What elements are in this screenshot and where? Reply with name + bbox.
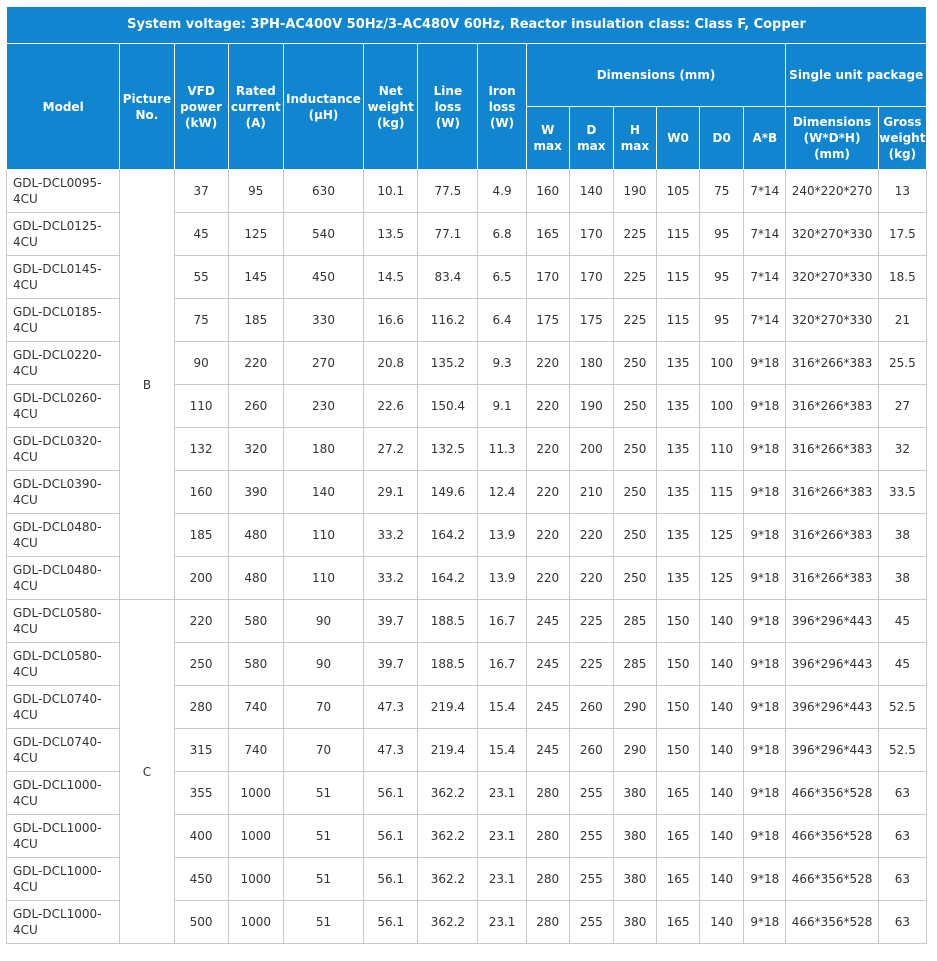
rated-current-cell: 185 [228,299,283,342]
a-b-cell: 9*18 [744,901,786,944]
gross-weight-cell: 38 [878,514,926,557]
model-cell: GDL-DCL1000- 4CU [7,858,120,901]
w0-cell: 135 [657,557,700,600]
h-max-cell: 225 [613,213,656,256]
gross-weight-cell: 45 [878,643,926,686]
iron-loss-cell: 23.1 [478,772,526,815]
iron-loss-cell: 4.9 [478,170,526,213]
model-cell: GDL-DCL0480- 4CU [7,514,120,557]
vfd-power-cell: 400 [174,815,228,858]
h-max-cell: 250 [613,471,656,514]
d-max-cell: 255 [569,858,613,901]
rated-current-cell: 1000 [228,815,283,858]
inductance-cell: 630 [283,170,363,213]
w-max-cell: 220 [526,557,569,600]
w-max-cell: 280 [526,772,569,815]
a-b-cell: 9*18 [744,686,786,729]
inductance-cell: 110 [283,514,363,557]
table-body [7,170,927,944]
package-dimensions-cell: 466*356*528 [786,772,878,815]
h-max-cell: 285 [613,600,656,643]
line-loss-cell: 362.2 [418,815,478,858]
net-weight-cell: 56.1 [364,901,418,944]
package-dimensions-cell: 466*356*528 [786,858,878,901]
iron-loss-cell: 23.1 [478,815,526,858]
a-b-cell: 7*14 [744,170,786,213]
net-weight-cell: 16.6 [364,299,418,342]
package-dimensions-cell: 396*296*443 [786,600,878,643]
header-gross-weight: Gross weight (kg) [878,107,926,170]
net-weight-cell: 22.6 [364,385,418,428]
inductance-cell: 70 [283,729,363,772]
header-package-dimensions: Dimensions (W*D*H) (mm) [786,107,878,170]
net-weight-cell: 27.2 [364,428,418,471]
package-dimensions-cell: 320*270*330 [786,256,878,299]
inductance-cell: 540 [283,213,363,256]
header-inductance: Inductance (μH) [283,44,363,170]
d-max-cell: 220 [569,514,613,557]
model-cell: GDL-DCL0125- 4CU [7,213,120,256]
inductance-cell: 90 [283,600,363,643]
vfd-power-cell: 280 [174,686,228,729]
w0-cell: 135 [657,471,700,514]
rated-current-cell: 1000 [228,772,283,815]
header-h-max: H max [613,107,656,170]
header-vfd-power: VFD power (kW) [174,44,228,170]
a-b-cell: 9*18 [744,514,786,557]
iron-loss-cell: 13.9 [478,514,526,557]
net-weight-cell: 39.7 [364,600,418,643]
rated-current-cell: 95 [228,170,283,213]
d0-cell: 140 [700,901,744,944]
iron-loss-cell: 6.4 [478,299,526,342]
gross-weight-cell: 45 [878,600,926,643]
w0-cell: 135 [657,428,700,471]
rated-current-cell: 145 [228,256,283,299]
w-max-cell: 245 [526,729,569,772]
model-cell: GDL-DCL0740- 4CU [7,729,120,772]
net-weight-cell: 39.7 [364,643,418,686]
vfd-power-cell: 55 [174,256,228,299]
model-cell: GDL-DCL1000- 4CU [7,772,120,815]
inductance-cell: 140 [283,471,363,514]
a-b-cell: 9*18 [744,385,786,428]
d0-cell: 95 [700,299,744,342]
w0-cell: 115 [657,213,700,256]
package-dimensions-cell: 316*266*383 [786,428,878,471]
line-loss-cell: 135.2 [418,342,478,385]
h-max-cell: 225 [613,299,656,342]
d-max-cell: 220 [569,557,613,600]
d0-cell: 95 [700,256,744,299]
a-b-cell: 9*18 [744,342,786,385]
vfd-power-cell: 315 [174,729,228,772]
gross-weight-cell: 13 [878,170,926,213]
a-b-cell: 9*18 [744,471,786,514]
w0-cell: 150 [657,643,700,686]
h-max-cell: 380 [613,772,656,815]
inductance-cell: 51 [283,901,363,944]
a-b-cell: 7*14 [744,213,786,256]
w0-cell: 150 [657,686,700,729]
vfd-power-cell: 45 [174,213,228,256]
w-max-cell: 280 [526,901,569,944]
d0-cell: 140 [700,858,744,901]
header-single-unit-package: Single unit package [786,44,927,107]
vfd-power-cell: 355 [174,772,228,815]
w0-cell: 165 [657,815,700,858]
h-max-cell: 285 [613,643,656,686]
d0-cell: 140 [700,815,744,858]
gross-weight-cell: 21 [878,299,926,342]
w-max-cell: 245 [526,643,569,686]
package-dimensions-cell: 396*296*443 [786,686,878,729]
net-weight-cell: 20.8 [364,342,418,385]
d0-cell: 95 [700,213,744,256]
w-max-cell: 220 [526,471,569,514]
header-rated-current: Rated current (A) [228,44,283,170]
package-dimensions-cell: 316*266*383 [786,342,878,385]
d-max-cell: 255 [569,901,613,944]
d0-cell: 125 [700,514,744,557]
d-max-cell: 190 [569,385,613,428]
header-line-loss: Line loss (W) [418,44,478,170]
line-loss-cell: 219.4 [418,686,478,729]
d-max-cell: 170 [569,213,613,256]
d-max-cell: 255 [569,815,613,858]
a-b-cell: 9*18 [744,815,786,858]
line-loss-cell: 164.2 [418,514,478,557]
package-dimensions-cell: 316*266*383 [786,557,878,600]
vfd-power-cell: 220 [174,600,228,643]
a-b-cell: 9*18 [744,772,786,815]
iron-loss-cell: 16.7 [478,600,526,643]
w-max-cell: 160 [526,170,569,213]
w0-cell: 165 [657,858,700,901]
iron-loss-cell: 9.3 [478,342,526,385]
h-max-cell: 250 [613,514,656,557]
iron-loss-cell: 9.1 [478,385,526,428]
d0-cell: 140 [700,600,744,643]
h-max-cell: 290 [613,686,656,729]
w-max-cell: 220 [526,342,569,385]
package-dimensions-cell: 316*266*383 [786,514,878,557]
w-max-cell: 220 [526,385,569,428]
w0-cell: 105 [657,170,700,213]
rated-current-cell: 390 [228,471,283,514]
w-max-cell: 245 [526,600,569,643]
net-weight-cell: 47.3 [364,729,418,772]
package-dimensions-cell: 396*296*443 [786,643,878,686]
d-max-cell: 210 [569,471,613,514]
model-cell: GDL-DCL0145- 4CU [7,256,120,299]
d0-cell: 125 [700,557,744,600]
d0-cell: 140 [700,643,744,686]
inductance-cell: 270 [283,342,363,385]
reactor-spec-table-container [6,6,927,944]
rated-current-cell: 480 [228,514,283,557]
w-max-cell: 165 [526,213,569,256]
w0-cell: 115 [657,299,700,342]
gross-weight-cell: 38 [878,557,926,600]
gross-weight-cell: 32 [878,428,926,471]
header-model: Model [7,44,120,170]
gross-weight-cell: 17.5 [878,213,926,256]
line-loss-cell: 83.4 [418,256,478,299]
vfd-power-cell: 37 [174,170,228,213]
package-dimensions-cell: 320*270*330 [786,299,878,342]
package-dimensions-cell: 396*296*443 [786,729,878,772]
inductance-cell: 230 [283,385,363,428]
gross-weight-cell: 63 [878,858,926,901]
inductance-cell: 51 [283,772,363,815]
w0-cell: 165 [657,901,700,944]
table-row [7,170,927,213]
reactor-spec-table [6,6,927,944]
vfd-power-cell: 110 [174,385,228,428]
a-b-cell: 9*18 [744,428,786,471]
picture-no-cell: C [120,600,174,944]
vfd-power-cell: 450 [174,858,228,901]
w0-cell: 115 [657,256,700,299]
net-weight-cell: 56.1 [364,815,418,858]
rated-current-cell: 480 [228,557,283,600]
d-max-cell: 200 [569,428,613,471]
gross-weight-cell: 52.5 [878,729,926,772]
w-max-cell: 220 [526,514,569,557]
rated-current-cell: 580 [228,600,283,643]
gross-weight-cell: 63 [878,815,926,858]
vfd-power-cell: 185 [174,514,228,557]
inductance-cell: 70 [283,686,363,729]
h-max-cell: 250 [613,428,656,471]
d-max-cell: 255 [569,772,613,815]
vfd-power-cell: 200 [174,557,228,600]
model-cell: GDL-DCL0580- 4CU [7,600,120,643]
inductance-cell: 110 [283,557,363,600]
vfd-power-cell: 90 [174,342,228,385]
package-dimensions-cell: 316*266*383 [786,385,878,428]
iron-loss-cell: 23.1 [478,901,526,944]
header-dimensions: Dimensions (mm) [526,44,786,107]
net-weight-cell: 33.2 [364,557,418,600]
gross-weight-cell: 33.5 [878,471,926,514]
iron-loss-cell: 16.7 [478,643,526,686]
line-loss-cell: 362.2 [418,772,478,815]
inductance-cell: 51 [283,815,363,858]
model-cell: GDL-DCL0320- 4CU [7,428,120,471]
iron-loss-cell: 23.1 [478,858,526,901]
gross-weight-cell: 63 [878,901,926,944]
model-cell: GDL-DCL1000- 4CU [7,901,120,944]
d0-cell: 140 [700,729,744,772]
h-max-cell: 190 [613,170,656,213]
inductance-cell: 180 [283,428,363,471]
d-max-cell: 170 [569,256,613,299]
gross-weight-cell: 63 [878,772,926,815]
header-w-max: W max [526,107,569,170]
h-max-cell: 290 [613,729,656,772]
model-cell: GDL-DCL0220- 4CU [7,342,120,385]
w-max-cell: 280 [526,815,569,858]
d0-cell: 75 [700,170,744,213]
vfd-power-cell: 500 [174,901,228,944]
gross-weight-cell: 18.5 [878,256,926,299]
line-loss-cell: 188.5 [418,600,478,643]
table-row [7,600,927,643]
line-loss-cell: 150.4 [418,385,478,428]
w0-cell: 135 [657,342,700,385]
header-w0: W0 [657,107,700,170]
d0-cell: 115 [700,471,744,514]
w-max-cell: 170 [526,256,569,299]
model-cell: GDL-DCL0095- 4CU [7,170,120,213]
h-max-cell: 380 [613,901,656,944]
header-iron-loss: Iron loss (W) [478,44,526,170]
model-cell: GDL-DCL0185- 4CU [7,299,120,342]
line-loss-cell: 362.2 [418,858,478,901]
header-d0: D0 [700,107,744,170]
inductance-cell: 90 [283,643,363,686]
package-dimensions-cell: 466*356*528 [786,901,878,944]
rated-current-cell: 320 [228,428,283,471]
rated-current-cell: 260 [228,385,283,428]
line-loss-cell: 188.5 [418,643,478,686]
model-cell: GDL-DCL0390- 4CU [7,471,120,514]
header-d-max: D max [569,107,613,170]
iron-loss-cell: 12.4 [478,471,526,514]
picture-no-cell: B [120,170,174,600]
vfd-power-cell: 75 [174,299,228,342]
d0-cell: 140 [700,686,744,729]
h-max-cell: 380 [613,815,656,858]
vfd-power-cell: 132 [174,428,228,471]
w-max-cell: 280 [526,858,569,901]
package-dimensions-cell: 320*270*330 [786,213,878,256]
w0-cell: 135 [657,514,700,557]
model-cell: GDL-DCL0260- 4CU [7,385,120,428]
header-net-weight: Net weight (kg) [364,44,418,170]
rated-current-cell: 220 [228,342,283,385]
w0-cell: 150 [657,729,700,772]
a-b-cell: 9*18 [744,557,786,600]
d-max-cell: 140 [569,170,613,213]
w-max-cell: 175 [526,299,569,342]
line-loss-cell: 132.5 [418,428,478,471]
d-max-cell: 180 [569,342,613,385]
d-max-cell: 175 [569,299,613,342]
line-loss-cell: 149.6 [418,471,478,514]
rated-current-cell: 1000 [228,901,283,944]
a-b-cell: 7*14 [744,299,786,342]
gross-weight-cell: 27 [878,385,926,428]
rated-current-cell: 740 [228,729,283,772]
inductance-cell: 51 [283,858,363,901]
header-picture-no: Picture No. [120,44,174,170]
d0-cell: 140 [700,772,744,815]
gross-weight-cell: 25.5 [878,342,926,385]
line-loss-cell: 219.4 [418,729,478,772]
line-loss-cell: 164.2 [418,557,478,600]
package-dimensions-cell: 316*266*383 [786,471,878,514]
net-weight-cell: 56.1 [364,858,418,901]
net-weight-cell: 29.1 [364,471,418,514]
rated-current-cell: 1000 [228,858,283,901]
a-b-cell: 7*14 [744,256,786,299]
a-b-cell: 9*18 [744,600,786,643]
header-a-b: A*B [744,107,786,170]
vfd-power-cell: 250 [174,643,228,686]
inductance-cell: 450 [283,256,363,299]
d-max-cell: 225 [569,643,613,686]
d0-cell: 100 [700,342,744,385]
h-max-cell: 225 [613,256,656,299]
system-voltage-caption: System voltage: 3PH-AC400V 50Hz/3-AC480V 60Hz, Reactor insulation class: Class F, Copper [7,7,927,44]
line-loss-cell: 116.2 [418,299,478,342]
net-weight-cell: 33.2 [364,514,418,557]
rated-current-cell: 125 [228,213,283,256]
d0-cell: 110 [700,428,744,471]
line-loss-cell: 77.1 [418,213,478,256]
net-weight-cell: 13.5 [364,213,418,256]
d-max-cell: 225 [569,600,613,643]
net-weight-cell: 14.5 [364,256,418,299]
iron-loss-cell: 6.8 [478,213,526,256]
net-weight-cell: 10.1 [364,170,418,213]
w0-cell: 135 [657,385,700,428]
a-b-cell: 9*18 [744,729,786,772]
rated-current-cell: 740 [228,686,283,729]
h-max-cell: 250 [613,342,656,385]
iron-loss-cell: 15.4 [478,686,526,729]
h-max-cell: 250 [613,385,656,428]
model-cell: GDL-DCL1000- 4CU [7,815,120,858]
net-weight-cell: 47.3 [364,686,418,729]
a-b-cell: 9*18 [744,858,786,901]
d-max-cell: 260 [569,686,613,729]
inductance-cell: 330 [283,299,363,342]
a-b-cell: 9*18 [744,643,786,686]
h-max-cell: 380 [613,858,656,901]
package-dimensions-cell: 240*220*270 [786,170,878,213]
h-max-cell: 250 [613,557,656,600]
model-cell: GDL-DCL0580- 4CU [7,643,120,686]
w0-cell: 150 [657,600,700,643]
iron-loss-cell: 13.9 [478,557,526,600]
w-max-cell: 245 [526,686,569,729]
iron-loss-cell: 6.5 [478,256,526,299]
d-max-cell: 260 [569,729,613,772]
line-loss-cell: 362.2 [418,901,478,944]
vfd-power-cell: 160 [174,471,228,514]
d0-cell: 100 [700,385,744,428]
net-weight-cell: 56.1 [364,772,418,815]
w0-cell: 165 [657,772,700,815]
w-max-cell: 220 [526,428,569,471]
gross-weight-cell: 52.5 [878,686,926,729]
iron-loss-cell: 11.3 [478,428,526,471]
model-cell: GDL-DCL0480- 4CU [7,557,120,600]
iron-loss-cell: 15.4 [478,729,526,772]
package-dimensions-cell: 466*356*528 [786,815,878,858]
line-loss-cell: 77.5 [418,170,478,213]
rated-current-cell: 580 [228,643,283,686]
model-cell: GDL-DCL0740- 4CU [7,686,120,729]
